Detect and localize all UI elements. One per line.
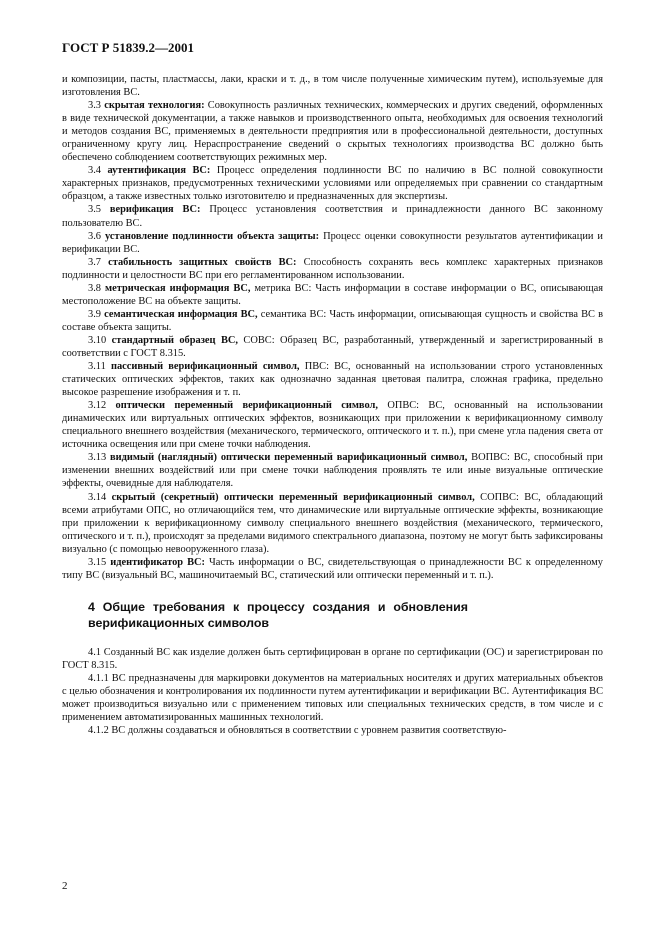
definition-term: верификация ВС: bbox=[109, 204, 201, 216]
definition-term: семантическая информация ВС, bbox=[104, 308, 258, 320]
document-header: ГОСТ Р 51839.2—2001 bbox=[62, 40, 194, 55]
definition-text: Процесс установления соответствия и принадлежности данного ВС законному пользователю ВС. bbox=[62, 204, 603, 229]
definition-term: метрическая информация ВС, bbox=[105, 282, 251, 294]
definition-item bbox=[62, 360, 603, 399]
definition-number: 3.4 bbox=[88, 165, 101, 177]
definition-text: Часть информации о ВС, свидетельствующая о принадлежности ВС к определенному типу ВС (визуальный ВС, машиночитаемый ВС, статический или оптически переменный и т. п.). bbox=[62, 556, 603, 581]
definition-term: видимый (наглядный) оптически переменный варификационный символ, bbox=[110, 452, 468, 464]
definition-number: 3.15 bbox=[88, 556, 107, 568]
section-paragraphs bbox=[62, 646, 603, 737]
definition-item bbox=[62, 282, 603, 308]
section-paragraph: 4.1.2 ВС должны создаваться и обновляться в соответствии с уровнем развития соответствую- bbox=[88, 725, 507, 737]
definition-term: стабильность защитных свойств ВС: bbox=[108, 256, 297, 268]
definition-term: пассивный верификационный символ, bbox=[110, 361, 300, 373]
definition-item bbox=[62, 308, 603, 334]
definition-text: Способность сохранять весь комплекс характерных признаков подлинности и целостности ВС при его регламентированном использовании. bbox=[62, 256, 603, 281]
definition-text: ОПВС: ВС, основанный на использовании динамических или виртуальных оптических эффектов, возникающих при приложении к верификационному символу специального внешнего воздействия (механического, термического, оптического и т. п.), при смене угла падения света от источника освещения или при смене точки наблюдения. bbox=[62, 400, 603, 451]
definition-item bbox=[62, 491, 603, 556]
definition-item bbox=[62, 256, 603, 282]
definition-item bbox=[62, 334, 603, 360]
definition-item bbox=[62, 164, 603, 203]
definition-number: 3.10 bbox=[88, 334, 107, 346]
definition-item bbox=[62, 203, 603, 229]
definition-text: Процесс оценки совокупности результатов аутентификации и верификации ВС. bbox=[62, 230, 603, 255]
definition-term: установление подлинности объекта защиты: bbox=[104, 230, 320, 242]
definition-text: ВОПВС: ВС, способный при изменении внешних воздействий или при смене точки наблюдения проявлять те или иные визуальные оптические эффекты, очевидные для наблюдателя. bbox=[62, 452, 603, 490]
definition-number: 3.5 bbox=[88, 204, 101, 216]
definition-text: Процесс определения подлинности ВС по наличию в ВС полной совокупности характерных признаков, предусмотренных техническими условиями или определяемых при сравнении со стандартным образцом, а также известных только изготовителю и предназначенных для экспертизы. bbox=[62, 165, 603, 203]
definition-number: 3.11 bbox=[88, 361, 106, 373]
intro-paragraph: и композиции, пасты, пластмассы, лаки, краски и т. д., в том числе полученные химическим путем), используемые для изготовления ВС. bbox=[62, 74, 603, 99]
definition-text: метрика ВС: Часть информации в составе информации о ВС, описывающая местоположение ВС на объекте защиты. bbox=[62, 282, 603, 307]
definition-number: 3.7 bbox=[88, 256, 101, 268]
definition-item bbox=[62, 451, 603, 490]
definition-term: скрытый (секретный) оптически переменный верификационный символ, bbox=[111, 491, 475, 503]
definition-text: ПВС: ВС, основанный на использовании строго установленных статических оптических эффектов, таких как однозначно заданная цветовая палитра, сложная графика, предельно высокое разрешение изображения и т. п. bbox=[62, 361, 603, 399]
page-number: 2 bbox=[62, 880, 68, 892]
definition-text: СОВС: Образец ВС, разработанный, утвержденный и зарегистрированный в соответствии с ГОСТ 8.315. bbox=[62, 334, 603, 359]
definition-number: 3.9 bbox=[88, 308, 101, 320]
definition-number: 3.6 bbox=[88, 230, 101, 242]
definitions-list bbox=[62, 99, 603, 582]
definition-number: 3.13 bbox=[88, 452, 107, 464]
section-paragraph: 4.1.1 ВС предназначены для маркировки документов на материальных носителях и других материальных объектов с целью обозначения и контролирования их подлинности путем аутентификации и верификации ВС. Аутентификация ВС может производиться визуально или с применением типовых или специальных технических средств, в том числе и с применением автоматизированных машинных технологий. bbox=[62, 672, 603, 724]
definition-text: семантика ВС: Часть информации, описывающая сущность и свойства ВС в составе объекта защиты. bbox=[62, 308, 603, 333]
definition-term: аутентификация ВС: bbox=[107, 165, 211, 177]
definition-text: Совокупность различных технических, коммерческих и других сведений, оформленных в виде технической документации, а также навыков и производственного опыта, необходимых для освоения технологий и методов создания ВС, применяемых в деятельности предприятия или в профессиональной деятельности, доступных ограниченному кругу лиц. Нераспространение сведений о скрытых технологиях производства ВС должно быть обеспечено соблюдением соответствующих режимных мер. bbox=[62, 100, 603, 164]
definition-term: стандартный образец ВС, bbox=[111, 334, 238, 346]
section-title: 4 Общие требования к процессу создания и обновления верификационных символов bbox=[88, 599, 468, 630]
definition-number: 3.8 bbox=[88, 282, 101, 294]
definition-number: 3.12 bbox=[88, 400, 107, 412]
definition-item bbox=[62, 230, 603, 256]
definition-item bbox=[62, 556, 603, 582]
definition-term: скрытая технология: bbox=[104, 100, 205, 112]
definition-term: оптически переменный верификационный символ, bbox=[115, 400, 378, 412]
definition-text: СОПВС: ВС, обладающий всеми атрибутами ОПС, но отличающийся тем, что динамические или виртуальные оптические эффекты, возникающие при приложении к верификационному символу специального внешнего воздействия (механического, термического, оптического и т. п.), происходят за пределами видимого спектрального диапазона, поэтому не могут быть зафиксированы визуально (с помощью невооруженного глаза). bbox=[62, 491, 603, 555]
section-paragraph: 4.1 Созданный ВС как изделие должен быть сертифицирован в органе по сертификации (ОС) и зарегистрирован по ГОСТ 8.315. bbox=[62, 646, 603, 671]
document-body bbox=[62, 73, 603, 737]
definition-number: 3.14 bbox=[88, 491, 107, 503]
definition-item bbox=[62, 399, 603, 451]
definition-item bbox=[62, 99, 603, 164]
definition-term: идентификатор ВС: bbox=[110, 556, 205, 568]
definition-number: 3.3 bbox=[88, 100, 101, 112]
